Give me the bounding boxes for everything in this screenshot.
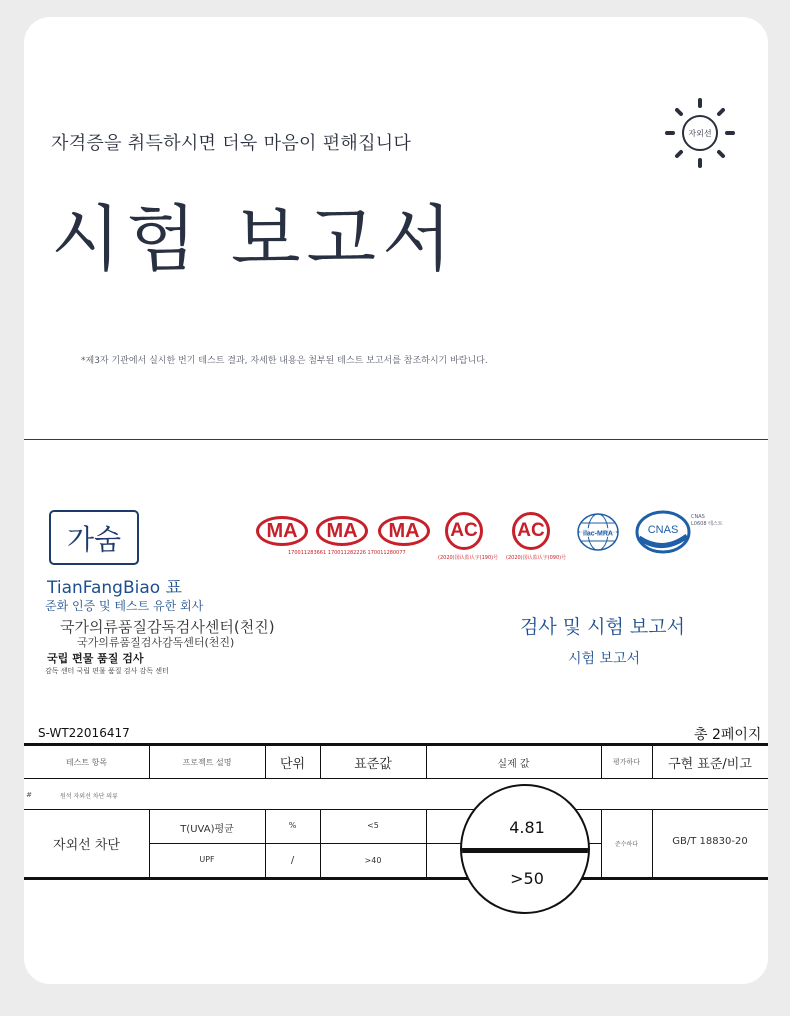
ma-seal-3: MA xyxy=(378,516,430,546)
report-subtitle: 시험 보고서 xyxy=(568,651,641,667)
ac-seal-1: AC xyxy=(445,512,483,550)
row2-description: UPF xyxy=(199,855,215,864)
header-actual: 실제 값 xyxy=(497,759,530,770)
header-description: 프로젝트 설명 xyxy=(182,758,232,767)
header-standard: 표준값 xyxy=(354,757,392,772)
cnas-label: CNAS xyxy=(647,524,679,536)
row1-unit: % xyxy=(288,821,297,830)
row2-standard: >40 xyxy=(364,856,382,865)
company-stamp: 가숨 xyxy=(49,510,139,565)
company-name-kr: 준화 인증 및 테스트 유한 회사 xyxy=(45,599,204,613)
tagline: 자격증을 취득하시면 더욱 마음이 편해집니다 xyxy=(51,133,412,154)
evaluation-result: 준수하다 xyxy=(614,841,639,848)
section-description: 원석 자외선 차단 의류 xyxy=(60,793,118,800)
cnas-logo xyxy=(635,510,691,554)
department-name: 국립 편물 품질 검사 xyxy=(47,652,144,665)
department-detail: 감독 센터 국립 편물 품질 검사 감독 센터 xyxy=(45,667,169,675)
test-item-uv: 자외선 차단 xyxy=(53,838,120,853)
row1-description: T(UVA)평균 xyxy=(180,824,234,835)
header-unit: 단위 xyxy=(279,757,306,772)
company-name-en: TianFangBiao 표 xyxy=(47,578,183,598)
ac-caption-2: (2020)国认监认字(090)号 xyxy=(506,555,567,561)
ma-caption: 170011283661 170011282226 170011280077 xyxy=(288,550,406,556)
header-evaluation: 평가하다 xyxy=(612,758,641,766)
report-document xyxy=(24,440,768,984)
row2-actual-value: >50 xyxy=(510,869,544,888)
header-standard-ref: 구현 표준/비고 xyxy=(668,757,752,772)
table-top-rule xyxy=(24,743,768,746)
ma-seal-2: MA xyxy=(316,516,368,546)
page-count: 총 2페이지 xyxy=(694,727,762,743)
cnas-side-text: CNAS L0608 테스트 xyxy=(691,514,723,527)
report-card xyxy=(24,17,768,984)
inspection-center-name-alt: 국가의류품질검사감독센터(천진) xyxy=(77,636,235,649)
inspection-center-name: 국가의류품질감독검사센터(천진) xyxy=(60,618,275,636)
ilac-label: ilac-MRA xyxy=(583,530,613,538)
footnote: *제3자 기관에서 실시한 번기 테스트 결과, 자세한 내용은 첨부된 테스트 보고서를 참조하시기 바랍니다. xyxy=(81,356,488,366)
ac-caption-1: (2020)国认监认字(190)号 xyxy=(438,555,499,561)
section-marker: # xyxy=(26,791,32,799)
report-title: 검사 및 시험 보고서 xyxy=(520,616,685,638)
row1-standard: <5 xyxy=(367,821,379,830)
ac-seal-2: AC xyxy=(512,512,550,550)
header-test-item: 테스트 항목 xyxy=(65,758,108,767)
table-bottom-rule xyxy=(24,877,768,880)
report-number: S-WT22016417 xyxy=(38,726,130,740)
ma-seal-1: MA xyxy=(256,516,308,546)
header-section xyxy=(24,17,768,439)
ilac-mra-logo xyxy=(576,512,620,552)
sun-uv-icon xyxy=(664,97,736,169)
row2-unit: / xyxy=(290,855,295,866)
standard-reference: GB/T 18830-20 xyxy=(672,836,748,847)
page-title: 시험 보고서 xyxy=(51,197,458,281)
magnified-actual-values xyxy=(460,784,590,914)
uv-badge-label: 자외선 xyxy=(688,129,712,138)
certification-logos xyxy=(254,510,754,570)
row1-actual-value: 4.81 xyxy=(509,818,545,837)
magnifier-divider xyxy=(462,848,590,853)
